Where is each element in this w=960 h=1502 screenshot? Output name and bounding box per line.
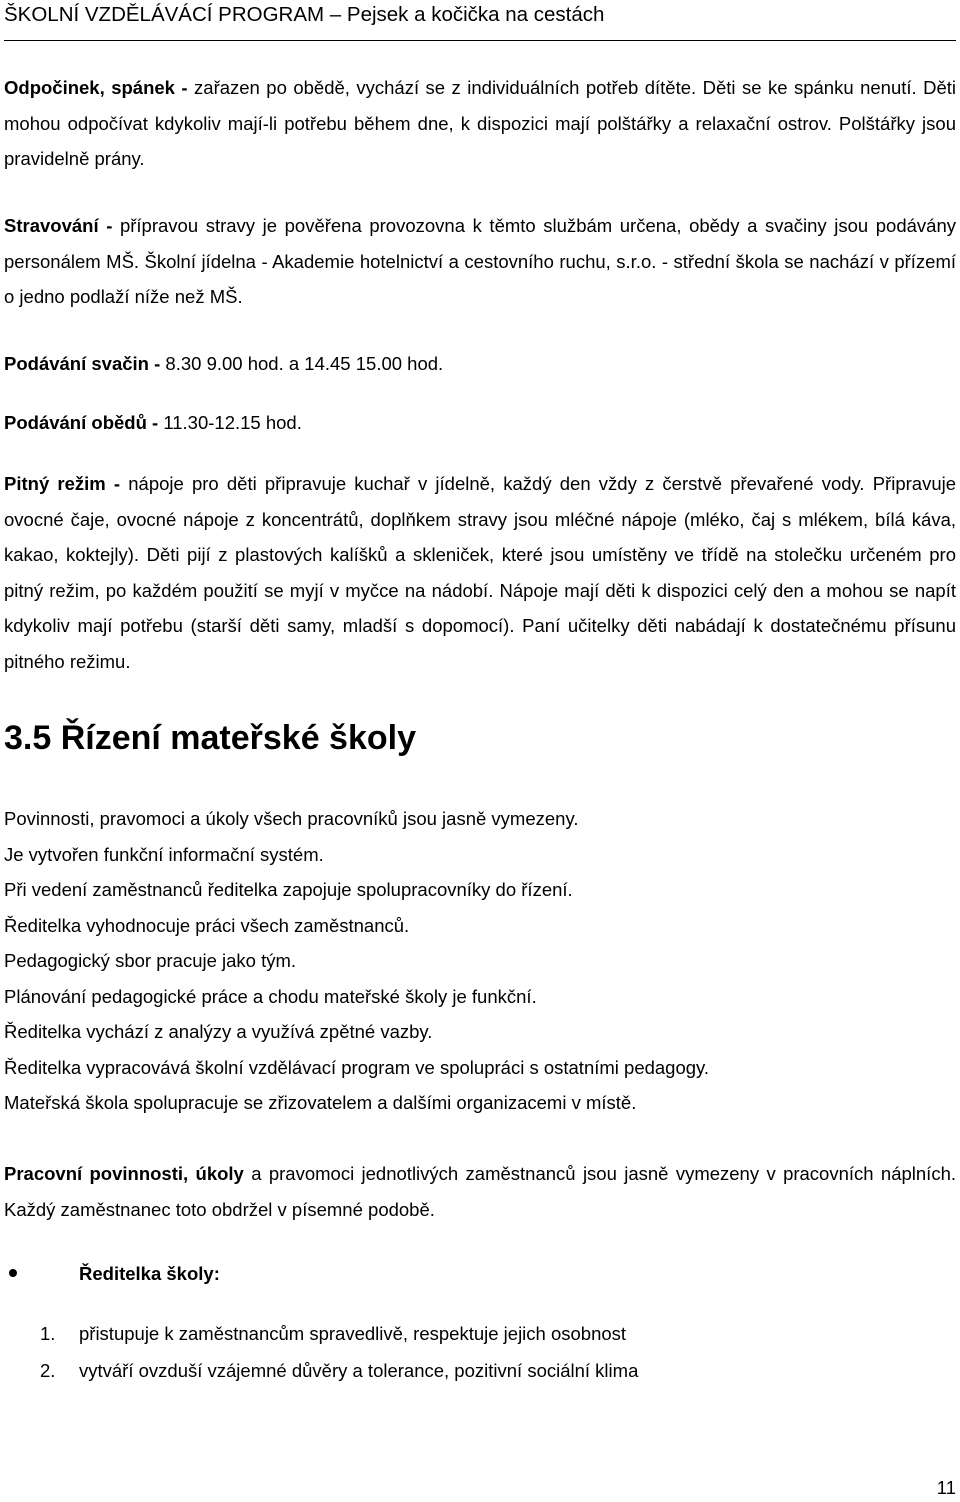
lunch-text: 11.30-12.15 hod. — [158, 412, 302, 433]
catering-paragraph — [4, 208, 956, 315]
management-list — [4, 801, 956, 1121]
rest-text: zařazen po obědě, vychází se z individuálních potřeb dítěte. Děti se ke spánku nenutí. Děti mohou odpočívat kdykoliv mají-li potřebu během dne, k dispozici mají polštářky a relaxační ostrov. Polštářky jsou pravidelně prány. — [4, 77, 957, 169]
management-line: Mateřská škola spolupracuje se zřizovatelem a dalšími organizacemi v místě. — [4, 1092, 637, 1113]
rest-paragraph — [4, 70, 956, 177]
lunch-label: Podávání obědů - — [4, 412, 159, 433]
management-line: Ředitelka vypracovává školní vzdělávací program ve spolupráci s ostatními pedagogy. — [4, 1056, 710, 1078]
catering-text: přípravou stravy je pověřena provozovna k těmto službám určena, obědy a svačiny jsou podávány personálem MŠ. Školní jídelna - Akademie hotelnictví a cestovního ruchu, s.r.o. - střední škola se nachází v přízemí o jedno podlaží níže než MŠ. — [4, 215, 956, 307]
management-line: Povinnosti, pravomoci a úkoly všech pracovníků jsou jasně vymezeny. — [4, 808, 579, 829]
list-item-number: 2. — [40, 1360, 56, 1381]
section-heading: 3.5 Řízení mateřské školy — [4, 719, 417, 757]
duties-text: a pravomoci jednotlivých zaměstnanců jsou jasně vymezeny v pracovních náplních. Každý zaměstnanec toto obdržel v písemné podobě. — [4, 1163, 956, 1220]
director-heading: Ředitelka školy: — [79, 1263, 220, 1284]
management-line: Plánování pedagogické práce a chodu mateřské školy je funkční. — [4, 985, 537, 1007]
drinking-text: nápoje pro děti připravuje kuchař v jídelně, každý den vždy z čerstvě převařené vody. Připravuje ovocné čaje, ovocné nápoje z koncentrátů, doplňkem stravy jsou mléčné nápoje (mléko, čaj s mlékem, bílá káva, kakao, koktejly). Děti pijí z plastových kalíšků a skleniček, které jsou umístěny ve třídě na stolečku určeném pro pitný režim, po každém použití se myjí v myčce na nádobí. Nápoje mají děti k dispozici celý den a mohou se napít kdykoliv mají potřebu (starší děti samy, mladší s dopomocí). Paní učitelky děti nabádají k dostatečnému přísunu pitného režimu. — [4, 473, 957, 672]
management-line: Ředitelka vychází z analýzy a využívá zpětné vazby. — [4, 1021, 433, 1042]
list-item-number: 1. — [40, 1323, 56, 1344]
management-line: Ředitelka vyhodnocuje práci všech zaměstnanců. — [4, 914, 410, 936]
bullet-icon — [9, 1269, 17, 1277]
management-line: Při vedení zaměstnanců ředitelka zapojuje spolupracovníky do řízení. — [4, 879, 573, 900]
lunch-line — [4, 405, 956, 441]
catering-label: Stravování - — [4, 215, 113, 236]
duties-paragraph — [4, 1156, 956, 1227]
snacks-line — [4, 346, 956, 382]
management-line: Je vytvořen funkční informační systém. — [4, 843, 324, 865]
duties-label: Pracovní povinnosti, úkoly — [4, 1163, 244, 1184]
drinking-label: Pitný režim - — [4, 473, 121, 494]
rest-label: Odpočinek, spánek - — [4, 77, 188, 98]
list-item: přistupuje k zaměstnancům spravedlivě, respektuje jejich osobnost — [79, 1323, 627, 1344]
management-line: Pedagogický sbor pracuje jako tým. — [4, 950, 297, 971]
snacks-text: 8.30 9.00 hod. a 14.45 15.00 hod. — [160, 353, 444, 374]
page-header — [4, 0, 956, 41]
header-title: ŠKOLNÍ VZDĚLÁVÁCÍ PROGRAM – Pejsek a kočička na cestách — [4, 3, 605, 26]
list-item: vytváří ovzduší vzájemné důvěry a tolerance, pozitivní sociální klima — [79, 1360, 639, 1381]
page-number: 11 — [936, 1477, 956, 1498]
drinking-paragraph — [4, 466, 956, 679]
snacks-label: Podávání svačin - — [4, 353, 161, 374]
